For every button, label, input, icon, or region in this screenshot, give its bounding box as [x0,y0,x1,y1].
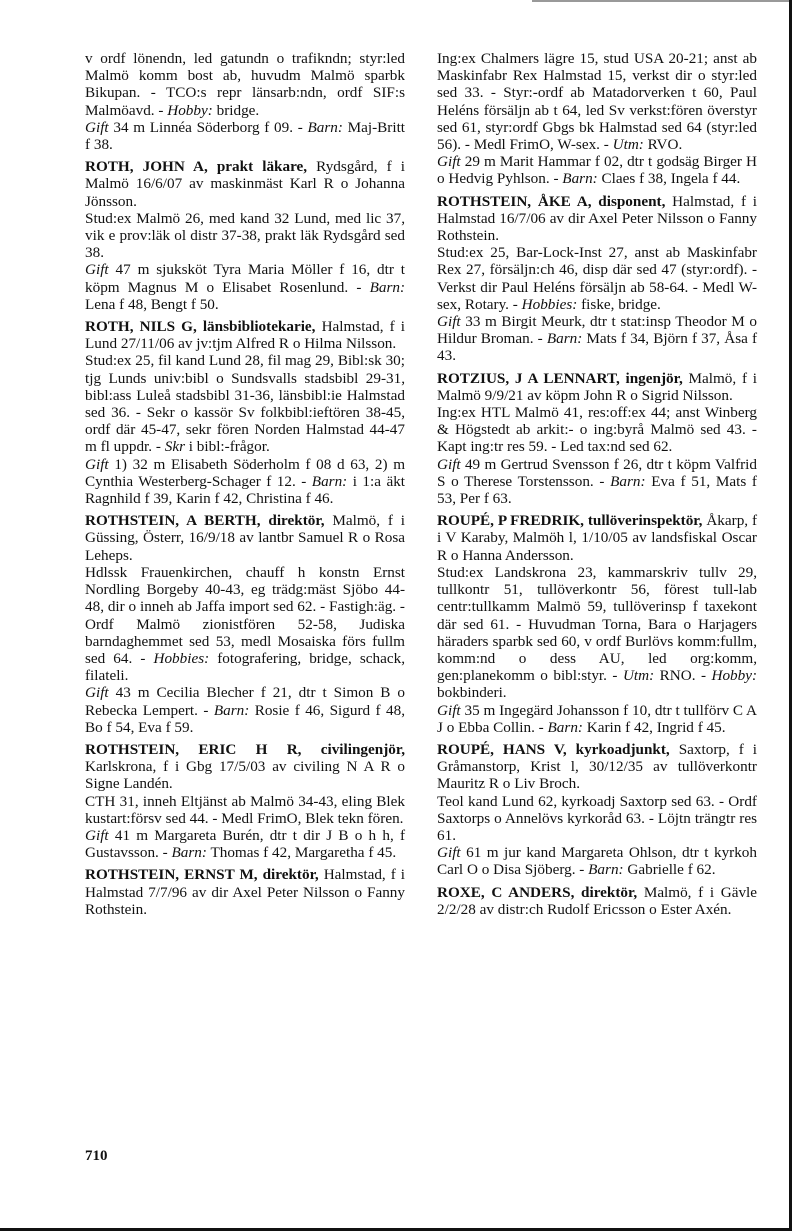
gift-text: 1) 32 m Elisabeth Söderholm f 08 d 63, 2) m Cynthia Westerberg-Schager f 12. - [85,455,406,490]
entry-continuation [85,50,405,153]
entry-body: CTH 31, inneh Eltjänst ab Malmö 34-43, eling Blek kustart:försv sed 44. - Medl FrimO, Blek tekn fören. [85,792,405,827]
entry-heading: ROTHSTEIN, ERIC H R, civilingenjör, [85,740,405,758]
hobby-text: bridge. [216,101,260,119]
barn-label: Barn: [213,701,250,719]
entry-heading: ROTHSTEIN, A BERTH, direktör, [85,512,325,530]
entry-intro: Halmstad, f i Halmstad 16/7/06 av dir Axel Peter Nilsson o Fanny Rothstein. [437,192,758,245]
barn-text: i 1:a äkt Ragnhild f 39, Karin f 42, Christina f 46. [85,472,406,508]
entry-intro: v ordf lönendn, led gatundn o trafikndn; styr:led Malmö komm bost ab, huvudm Malmö sparbk Bikupan. - TCO:s repr länsarb:ndn, ordf SIF:s Malmöavd. - [85,50,405,119]
barn-label: Barn: [307,118,343,136]
barn-text: Lena f 48, Bengt f 50. [85,295,219,313]
gift-text: 61 m jur kand Margareta Ohlson, dtr t kyrkoh Carl O o Disa Sjöberg. - [437,844,757,879]
entry-intro: Åkarp, f i V Karaby, Malmöh l, 1/10/05 av landsfiskal Oscar R o Hanna Andersson. [437,512,758,564]
barn-text: Claes f 38, Ingela f 44. [601,170,741,188]
gift-label: Gift [85,455,109,473]
barn-label: Barn: [610,472,646,490]
entry-rothstein-ernst [85,866,405,918]
barn-label: Barn: [311,472,348,490]
entry-heading: ROXE, C ANDERS, direktör, [437,883,638,901]
utm-text: RNO. - [659,667,707,685]
gift-label: Gift [85,826,109,844]
barn-text: Mats f 34, Björn f 37, Åsa f 43. [437,330,758,365]
skr-label: Skr [164,438,185,456]
utm-label: Utm: [612,136,644,154]
entry-intro: Ing:ex Chalmers lägre 15, stud USA 20-21; anst ab Maskinfabr Rex Halmstad 15, verkst dir o styr:led sed 33. - Styr:-ordf ab Matadorverken t 60, Paul Heléns försäljn ab t 64, led Sv verkst:fören överstyr sed 61, styr:ordf Gbgs bk Halmstad sed 64 (styr:led 56). - Medl FrimO, W-sex. - [437,50,757,154]
hobby-label: Hobbies: [521,295,578,313]
left-column [85,50,405,923]
entry-heading: ROUPÉ, P FREDRIK, tullöverinspektör, [437,512,703,530]
barn-text: Karin f 42, Ingrid f 45. [586,718,726,736]
barn-label: Barn: [547,718,583,736]
gift-text: 43 m Cecilia Blecher f 21, dtr t Simon B o Rebecka Lempert. - [85,684,405,719]
skr-text: i bibl:-frågor. [188,438,270,456]
hobby-label: Hobbies: [153,649,210,667]
entry-intro: Rydsgård, f i Malmö 16/6/07 av maskinmäst Karl R o Johanna Jönsson. [85,158,406,210]
entry-intro: Malmö, f i Güssing, Österr, 16/9/18 av lantbr Samuel R o Rosa Leheps. [85,512,406,564]
entry-body: Stud:ex Malmö 26, med kand 32 Lund, med lic 37, vik e prov:läk ol distr 37-38, prakt läk Rydsgård sed 38. [85,209,405,262]
gift-label: Gift [85,261,109,279]
barn-label: Barn: [171,844,207,862]
gift-text: 33 m Birgit Meurk, dtr t stat:insp Theodor M o Hildur Broman. - [437,313,757,348]
entry-roth-nils [85,318,405,507]
entry-body: Teol kand Lund 62, kyrkoadj Saxtorp sed 63. - Ordf Saxtorps o Annelövs kyrkoråd 63. - Löjtn trängtr res 61. [437,792,757,844]
entry-body: Stud:ex 25, Bar-Lock-Inst 27, anst ab Maskinfabr Rex 27, försäljn:ch 46, disp där sed 47 (styr:ordf). - Verkst dir Paul Heléns försäljn ab 58-64. - Medl W-sex, Rotary. - [437,244,757,313]
hobby-text: fiske, bridge. [581,295,661,313]
entry-rothstein-ake [437,193,757,365]
entry-heading: ROTZIUS, J A LENNART, ingenjör, [437,369,683,387]
entry-rothstein-berth [85,512,405,736]
gift-text: 41 m Margareta Burén, dtr t dir J B o h h, f Gustavsson. - [85,826,405,862]
entry-rothstein-eric [85,741,405,861]
entry-heading: ROTHSTEIN, ERNST M, direktör, [85,866,319,884]
scan-edge-top [532,0,792,2]
gift-label: Gift [437,153,461,171]
entry-roxe-anders [437,884,757,918]
utm-text: RVO. [647,136,683,154]
entry-heading: ROUPÉ, HANS V, kyrkoadjunkt, [437,740,670,758]
gift-label: Gift [85,684,109,702]
barn-label: Barn: [546,330,583,348]
barn-text: Rosie f 46, Sigurd f 48, Bo f 54, Eva f 59. [85,701,405,736]
right-column [437,50,757,923]
entry-body: Stud:ex 25, fil kand Lund 28, fil mag 29, Bibl:sk 30; tjg Lunds univ:bibl o Sundsvalls stadsbibl 29-31, bibl:ass Luleå stadsbibl 31-36, länsbibl:ie Halmstad sed 36. - Sekr o kassör Sv folkbibl:ieftören 38-45, ordf där 45-47, sekr fören Norden Halmstad 44-47 m fl uppdr. - [85,352,405,456]
gift-text: 34 m Linnéa Söderborg f 09. - [113,118,303,136]
entry-body: Stud:ex Landskrona 23, kammarskriv tullv 29, tullkontr 51, tullöverkontr 56, förest tull-lab centr:tullkamm Malmö 59, tullöverinsp f taxekont där sed 61. - Huvudman Torna, Bara o Harjagers häraders sparbk sed 60, v ordf Burlövs komm:fullm, komm:nd o dess AU, led org:komm, gen:planekomm o bibl:styr. - [437,563,757,685]
utm-label: Utm: [622,667,655,685]
hobby-text: bokbinderi. [437,684,507,702]
gift-label: Gift [85,118,109,136]
entry-intro: Karlskrona, f i Gbg 17/5/03 av civiling N A R o Signe Landén. [85,758,405,793]
entry-roupe-hans [437,741,757,879]
gift-label: Gift [437,701,461,719]
barn-text: Eva f 51, Mats f 53, Per f 63. [437,472,757,508]
barn-label: Barn: [369,278,406,296]
entry-body: Hdlssk Frauenkirchen, chauff h konstn Ernst Nordling Borgeby 40-43, eg trädg:mäst Sjöbo 44-48, dir o inneh ab Jaffa import sed 62. - Fastigh:äg. - Ordf Malmö zionistfören 52-58, Judiska barndaghemmet sed 53, medl Mosaiska förs fullm sed 64. - [85,563,405,667]
entry-roupe-fredrik [437,512,757,736]
gift-text: 35 m Ingegärd Johansson f 10, dtr t tullförv C A J o Ebba Collin. - [437,701,757,736]
entry-intro: Halmstad, f i Halmstad 7/7/96 av dir Axel Peter Nilsson o Fanny Rothstein. [85,866,405,918]
entry-intro: Malmö, f i Gävle 2/2/28 av distr:ch Rudolf Ericsson o Ester Axén. [437,883,757,918]
entry-intro: Malmö, f i Malmö 9/9/21 av köpm John R o Sigrid Nilsson. [437,369,757,404]
gift-text: 47 m sjuksköt Tyra Maria Möller f 16, dtr t köpm Magnus M o Elisabet Rosenlund. - [85,261,406,296]
page-number: 710 [85,1148,108,1164]
barn-text: Gabrielle f 62. [627,861,716,879]
hobby-text: fotografering, bridge, schack, filateli. [85,649,405,685]
gift-label: Gift [437,313,461,331]
entry-intro: Halmstad, f i Lund 27/11/06 av jv:tjm Alfred R o Hilma Nilsson. [85,318,405,353]
barn-label: Barn: [562,170,598,188]
gift-text: 49 m Gertrud Svensson f 26, dtr t köpm Valfrid S o Therese Torstensson. - [437,455,757,490]
entry-heading: ROTH, NILS G, länsbibliotekarie, [85,318,316,336]
hobby-label: Hobby: [167,101,213,119]
entry-continuation [437,50,757,188]
entry-heading: ROTH, JOHN A, prakt läkare, [85,158,308,176]
entry-rotzius [437,370,757,508]
hobby-label: Hobby: [711,667,758,685]
entry-roth-john [85,158,405,313]
gift-label: Gift [437,844,461,862]
entry-body: Ing:ex HTL Malmö 41, res:off:ex 44; anst Winberg & Högstedt ab arkit:- o ing:byrå Malmö sed 43. - Kapt ing:tr res 59. - Led tax:nd sed 62. [437,404,757,456]
barn-text: Thomas f 42, Margaretha f 45. [210,844,397,862]
entry-heading: ROTHSTEIN, ÅKE A, disponent, [437,192,666,210]
barn-label: Barn: [588,861,624,879]
gift-label: Gift [437,455,461,473]
gift-text: 29 m Marit Hammar f 02, dtr t godsäg Birger H o Hedvig Pyhlson. - [437,153,757,188]
entry-intro: Saxtorp, f i Gråmanstorp, Krist l, 30/12/35 av tullöverkontr Mauritz R o Liv Broch. [437,740,757,793]
barn-text: Maj-Britt f 38. [85,118,406,154]
